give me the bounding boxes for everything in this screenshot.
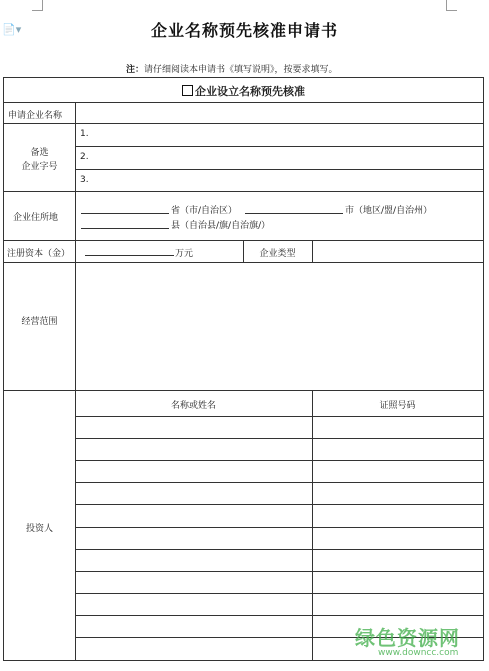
alt-name-3: 3. — [80, 175, 89, 185]
watermark-brand: 绿色资源网 — [355, 626, 460, 650]
label-registered-capital: 注册资本（金） — [7, 249, 71, 259]
column-header-name: 名称或姓名 — [170, 401, 216, 411]
address-county-label: 县（自治县/旗/自治旗/） — [171, 221, 271, 231]
row-divider — [75, 416, 483, 417]
row-divider — [75, 169, 483, 170]
label-alt-names-line1: 备选 — [30, 148, 49, 158]
page-corner-mark-left — [32, 0, 43, 11]
alt-name-2: 2. — [80, 152, 89, 162]
row-divider — [75, 438, 483, 439]
blank-city[interactable] — [245, 213, 343, 214]
row-divider — [75, 549, 483, 550]
blank-county[interactable] — [81, 228, 169, 229]
row-divider — [75, 615, 483, 616]
capital-unit: 万元 — [175, 249, 194, 259]
page-corner-mark-right — [446, 0, 457, 11]
label-applicant-name: 申请企业名称 — [8, 111, 63, 121]
row-divider — [75, 482, 483, 483]
checkbox-square-icon[interactable] — [182, 85, 193, 96]
label-address: 企业住所地 — [13, 213, 59, 223]
row-divider — [75, 593, 483, 594]
document-icon: 📄▾ — [2, 23, 22, 36]
document-title: 企业名称预先核准申请书 — [150, 21, 338, 40]
column-divider — [312, 240, 313, 262]
address-province-label: 省（市/自治区） — [171, 206, 238, 216]
label-investors: 投资人 — [25, 524, 53, 534]
label-company-type: 企业类型 — [259, 249, 296, 259]
blank-province[interactable] — [81, 213, 169, 214]
label-alt-names-line2: 企业字号 — [21, 162, 58, 172]
watermark-url: www.downcc.com — [378, 648, 459, 658]
column-header-id-number: 证照号码 — [379, 401, 416, 411]
row-divider — [75, 571, 483, 572]
row-divider — [75, 527, 483, 528]
column-divider — [312, 390, 313, 661]
fill-instructions-note: 注：请仔细阅读本申请书《填写说明》，按要求填写。 — [126, 65, 338, 75]
application-form-table — [3, 77, 484, 661]
column-divider — [75, 102, 76, 661]
label-business-scope: 经营范围 — [21, 317, 58, 327]
row-divider — [75, 504, 483, 505]
address-city-label: 市（地区/盟/自治州） — [345, 206, 433, 216]
row-divider — [75, 460, 483, 461]
row-divider — [75, 146, 483, 147]
blank-capital[interactable] — [85, 255, 174, 256]
alt-name-1: 1. — [80, 129, 89, 139]
section-title: 企业设立名称预先核准 — [4, 83, 483, 99]
